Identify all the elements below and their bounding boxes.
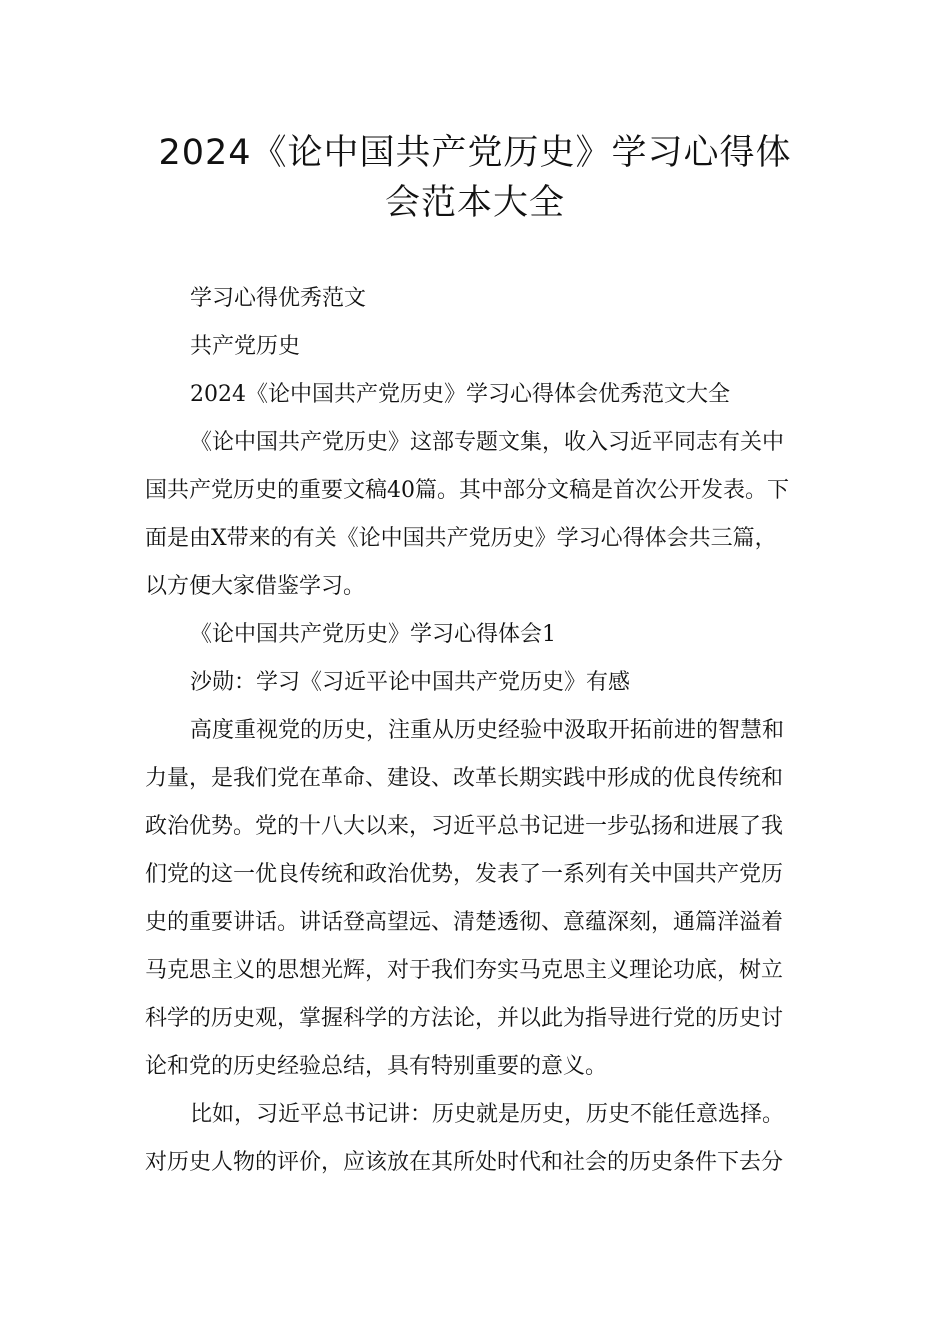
intro-paragraph [145, 419, 810, 611]
paragraph-line: 们党的这一优良传统和政治优势，发表了一系列有关中国共产党历 [145, 862, 784, 887]
intro-line: 面是由X带来的有关《论中国共产党历史》学习心得体会共三篇， [145, 526, 777, 551]
body-paragraph-2 [145, 1091, 810, 1187]
intro-line: 国共产党历史的重要文稿40篇。其中部分文稿是首次公开发表。下 [145, 478, 789, 503]
paragraph-line: 对历史人物的评价，应该放在其所处时代和社会的历史条件下去分 [145, 1150, 784, 1175]
paragraph-line: 比如，习近平总书记讲：历史就是历史，历史不能任意选择。 [190, 1102, 785, 1127]
paragraph-line: 论和党的历史经验总结，具有特别重要的意义。 [145, 1054, 608, 1079]
author-line: 沙勋：学习《习近平论中国共产党历史》有感 [190, 670, 631, 695]
paragraph-line: 政治优势。党的十八大以来，习近平总书记进一步弘扬和进展了我 [145, 814, 784, 839]
intro-line: 《论中国共产党历史》这部专题文集，收入习近平同志有关中 [190, 430, 785, 455]
heading-party-history: 共产党历史 [190, 334, 301, 359]
paragraph-line: 科学的历史观，掌握科学的方法论，并以此为指导进行党的历史讨 [145, 1006, 784, 1031]
title-line-1: 2024《论中国共产党历史》学习心得体 [158, 133, 792, 173]
paragraph-line: 高度重视党的历史，注重从历史经验中汲取开拓前进的智慧和 [190, 718, 785, 743]
section-title: 《论中国共产党历史》学习心得体会1 [190, 622, 556, 647]
body-paragraph-1 [145, 707, 810, 1091]
document-body [145, 275, 810, 1187]
paragraph-line: 力量，是我们党在革命、建设、改革长期实践中形成的优良传统和 [145, 766, 784, 791]
paragraph-line: 马克思主义的思想光辉，对于我们夯实马克思主义理论功底，树立 [145, 958, 784, 983]
heading-collection-title: 2024《论中国共产党历史》学习心得体会优秀范文大全 [190, 382, 730, 407]
paragraph-line: 史的重要讲话。讲话登高望远、清楚透彻、意蕴深刻，通篇洋溢着 [145, 910, 784, 935]
document-title [100, 128, 850, 228]
title-line-2: 会范本大全 [384, 183, 565, 223]
intro-line: 以方便大家借鉴学习。 [145, 574, 366, 599]
heading-excellent-essay: 学习心得优秀范文 [190, 286, 367, 311]
